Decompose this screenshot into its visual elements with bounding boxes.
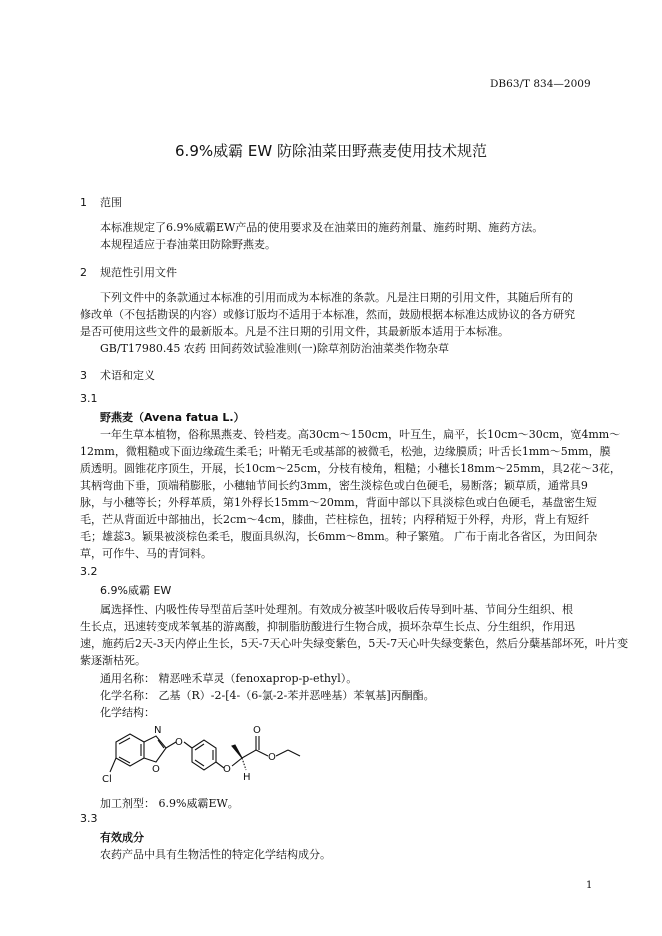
term-3-1-line: 草，可作牛、马的青饲料。: [80, 547, 212, 560]
document-title: 6.9%威霸 EW 防除油菜田野燕麦使用技术规范: [175, 142, 487, 160]
hydrogen-atom-label: H: [243, 772, 251, 783]
term-3-1-line: 脉，与小穗等长；外稃革质，第1外稃长15mm～20mm，背面中部以下具淡棕色或白色硬毛，基盘密生短: [80, 496, 597, 509]
oxygen-atom-label: O: [175, 737, 183, 748]
term-3-2-line: 属选择性、内吸性传导型苗后茎叶处理剂。有效成分被茎叶吸收后传导到叶基、节间分生组织、根: [100, 603, 573, 616]
section-title: 范围: [100, 196, 122, 209]
chloro-bond: [110, 758, 116, 772]
term-3-1-title: 野燕麦（Avena fatua L.）: [100, 411, 245, 424]
section-2-reference: GB/T17980.45 农药 田间药效试验准则(一)除草剂防治油菜类作物杂草: [100, 342, 449, 355]
page-number: 1: [586, 880, 593, 891]
term-3-1-line: 毛；雄蕊3。颖果被淡棕色柔毛，腹面具纵沟，长6mm～8mm。种子繁殖。 广布于南北各省区，为田间杂: [80, 530, 598, 543]
term-3-2-number: 3.2: [80, 565, 98, 578]
term-3-1-line: 毛，芒从背面近中部抽出，长2cm～4cm，膝曲，芒柱棕色，扭转；内稃稍短于外稃，舟形，背上有短纤: [80, 513, 590, 526]
term-3-3-line: 农药产品中具有生物活性的特定化学结构成分。: [100, 848, 331, 861]
term-3-2-title: 6.9%威霸 EW: [100, 584, 172, 597]
term-3-1-line: 12mm，微粗糙或下面边缘疏生柔毛；叶鞘无毛或基部的被微毛，松弛，边缘膜质；叶舌长1mm～5mm，膜: [80, 445, 611, 458]
term-3-2-line: 生长点，迅速转变成苯氧基的游离酸，抑制脂肪酸进行生物合成，损坏杂草生长点、分生组织，作用迅: [80, 620, 575, 633]
section-2-heading: [80, 264, 177, 280]
section-number: 2: [80, 266, 87, 279]
term-3-2-line: 速，施药后2天-3天内停止生长，5天-7天心叶失绿变紫色，5天-7天心叶失绿变紫色，然后分蘖基部坏死，叶片变: [80, 637, 629, 650]
structure-label: 化学结构：: [100, 706, 155, 719]
term-3-1-line: 质透明。圆锥花序顶生，开展，长10cm～25cm，分枝有棱角，粗糙；小穗长18mm～25mm，具2花～3花，: [80, 462, 621, 475]
section-number: 1: [80, 196, 87, 209]
section-2-line: 下列文件中的条款通过本标准的引用而成为本标准的条款。凡是注日期的引用文件，其随后所有的: [100, 291, 573, 304]
oxygen-atom-label: O: [223, 764, 231, 775]
section-title: 术语和定义: [100, 369, 155, 382]
standard-number: DB63/T 834—2009: [490, 78, 591, 90]
term-3-3-number: 3.3: [80, 812, 98, 825]
chemical-structure-diagram: [96, 720, 336, 790]
term-3-1-line: 一年生草本植物，俗称黑燕麦、铃档麦。高30cm～150cm，叶互生，扁平，长10cm～30cm，宽4mm～: [100, 428, 621, 441]
oxygen-atom-label: O: [253, 725, 261, 736]
term-3-1-line: 其柄弯曲下垂，顶端稍膨胀，小穗轴节间长约3mm，密生淡棕色或白色硬毛，易断落；颖草质，通常具9: [80, 479, 588, 492]
chemical-name-line: 化学名称： 乙基（R）-2-[4-（6-氯-2-苯并恶唑基）苯氧基]丙酮酯。: [100, 689, 435, 702]
term-3-2-line: 紫逐渐枯死。: [80, 654, 146, 667]
section-2-line: 是否可使用这些文件的最新版本。凡是不注日期的引用文件，其最新版本适用于本标准。: [80, 325, 509, 338]
formulation-line: 加工剂型： 6.9%威霸EW。: [100, 797, 239, 810]
section-1-heading: [80, 194, 122, 210]
term-3-3-title: 有效成分: [100, 831, 144, 844]
section-1-line: 本规程适应于春油菜田防除野燕麦。: [100, 238, 276, 251]
common-name-line: 通用名称： 精恶唑禾草灵（fenoxaprop-p-ethyl）。: [100, 672, 358, 685]
section-title: 规范性引用文件: [100, 266, 177, 279]
section-3-heading: [80, 367, 155, 383]
section-2-line: 修改单（不包括勘误的内容）或修订版均不适用于本标准，然而，鼓励根据本标准达成协议的各方研究: [80, 308, 575, 321]
oxygen-atom-label: O: [268, 752, 276, 763]
oxygen-atom-label: O: [152, 764, 160, 775]
chlorine-atom-label: Cl: [102, 774, 112, 785]
nitrogen-atom-label: N: [154, 725, 162, 736]
oxazole-ring: [144, 736, 166, 762]
section-number: 3: [80, 369, 87, 382]
benzene-ring: [116, 734, 144, 766]
methyl-wedge: [232, 745, 242, 758]
section-1-line: 本标准规定了6.9%威霸EW产品的使用要求及在油菜田的施药剂量、施药时期、施药方法。: [100, 221, 544, 234]
term-3-1-number: 3.1: [80, 392, 98, 405]
